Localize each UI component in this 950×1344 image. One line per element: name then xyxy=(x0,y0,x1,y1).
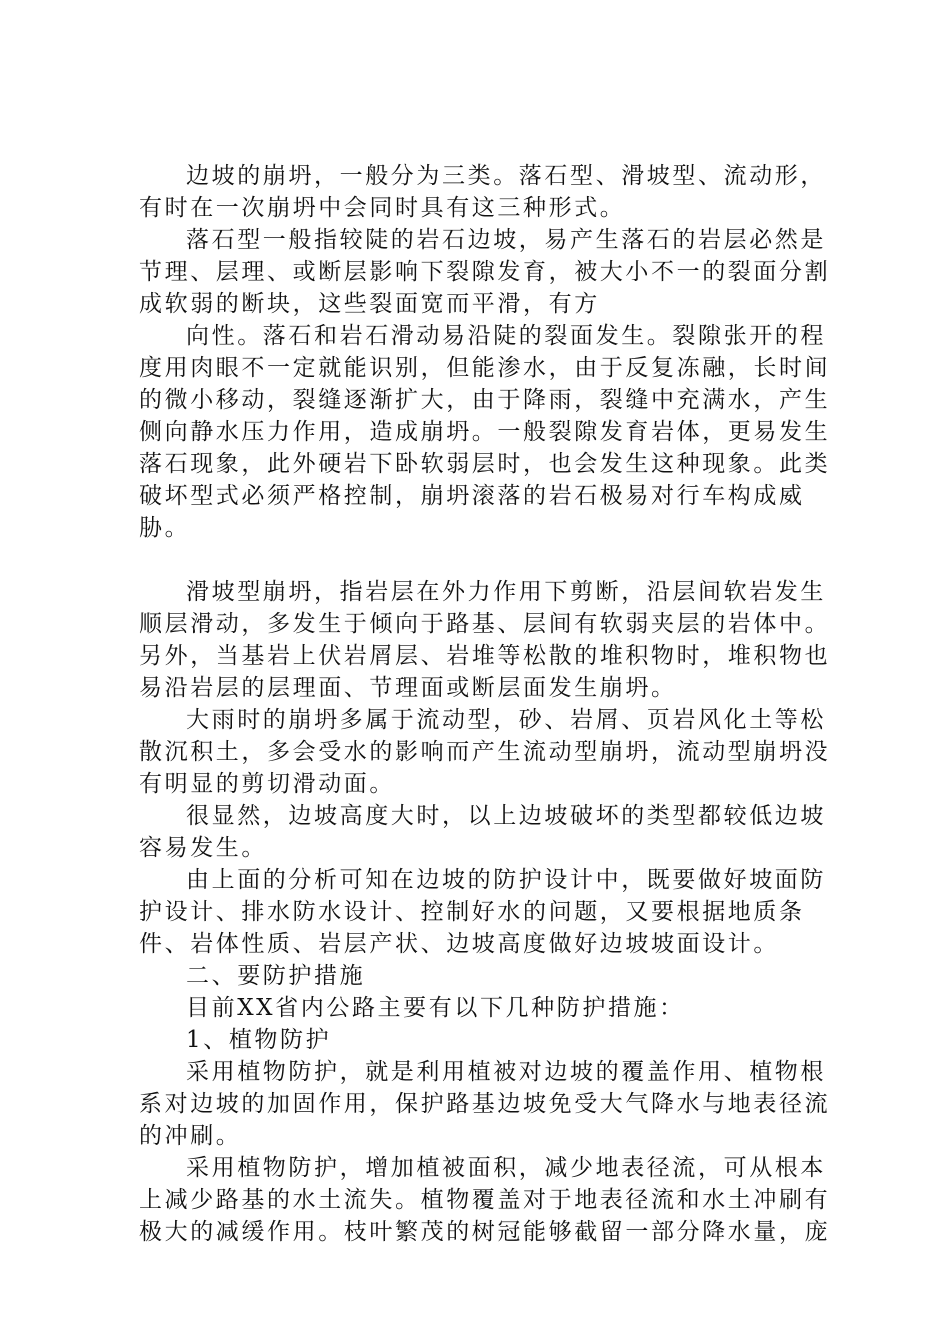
section-heading-protection-measures: 二、要防护措施 xyxy=(186,963,366,989)
paragraph-landslide-type: 滑坡型崩坍，指岩层在外力作用下剪断，沿层间软岩发生顺层滑动，多发生于倾向于路基、层间有软弱夹层的岩体中。另外，当基岩上伏岩屑层、岩堆等松散的堆积物时，堆积物也易沿岩层的层理面、节理面或断层面发生崩坍。 xyxy=(139,579,831,701)
paragraph-plant-protection-benefits: 采用植物防护，增加植被面积，减少地表径流，可从根本上减少路基的水土流失。植物覆盖对于地表径流和水土冲刷有极大的减缓作用。枝叶繁茂的树冠能够截留一部分降水量，庞 xyxy=(139,1155,831,1245)
paragraph-measures-intro: 目前XX省内公路主要有以下几种防护措施： xyxy=(186,995,685,1021)
paragraph-plant-protection-definition: 采用植物防护，就是利用植被对边坡的覆盖作用、植物根系对边坡的加固作用，保护路基边坡免受大气降水与地表径流的冲刷。 xyxy=(139,1059,831,1149)
paragraph-rockfall-detail: 向性。落石和岩石滑动易沿陡的裂面发生。裂隙张开的程度用肉眼不一定就能识别，但能渗水，由于反复冻融，长时间的微小移动，裂缝逐渐扩大，由于降雨，裂缝中充满水，产生侧向静水压力作用，造成崩坍。一般裂隙发育岩体，更易发生落石现象，此外硬岩下卧软弱层时，也会发生这种现象。此类破坏型式必须严格控制，崩坍滚落的岩石极易对行车构成威胁。 xyxy=(139,323,831,541)
paragraph-flow-type: 大雨时的崩坍多属于流动型，砂、岩屑、页岩风化土等松散沉积土，多会受水的影响而产生流动型崩坍，流动型崩坍没有明显的剪切滑动面。 xyxy=(139,707,831,797)
paragraph-slope-height: 很显然，边坡高度大时，以上边坡破坏的类型都较低边坡容易发生。 xyxy=(139,803,826,861)
document-body xyxy=(139,160,839,1248)
paragraph-rockfall-intro: 落石型一般指较陡的岩石边坡，易产生落石的岩层必然是节理、层理、或断层影响下裂隙发育，被大小不一的裂面分割成软弱的断块，这些裂面宽而平滑，有方 xyxy=(139,227,831,317)
subheading-plant-protection: 1、植物防护 xyxy=(186,1027,332,1053)
paragraph-design-conclusion: 由上面的分析可知在边坡的防护设计中，既要做好坡面防护设计、排水防水设计、控制好水的问题，又要根据地质条件、岩体性质、岩层产状、边坡高度做好边坡坡面设计。 xyxy=(139,867,826,957)
paragraph-collapse-types: 边坡的崩坍，一般分为三类。落石型、滑坡型、流动形，有时在一次崩坍中会同时具有这三种形式。 xyxy=(139,163,826,221)
